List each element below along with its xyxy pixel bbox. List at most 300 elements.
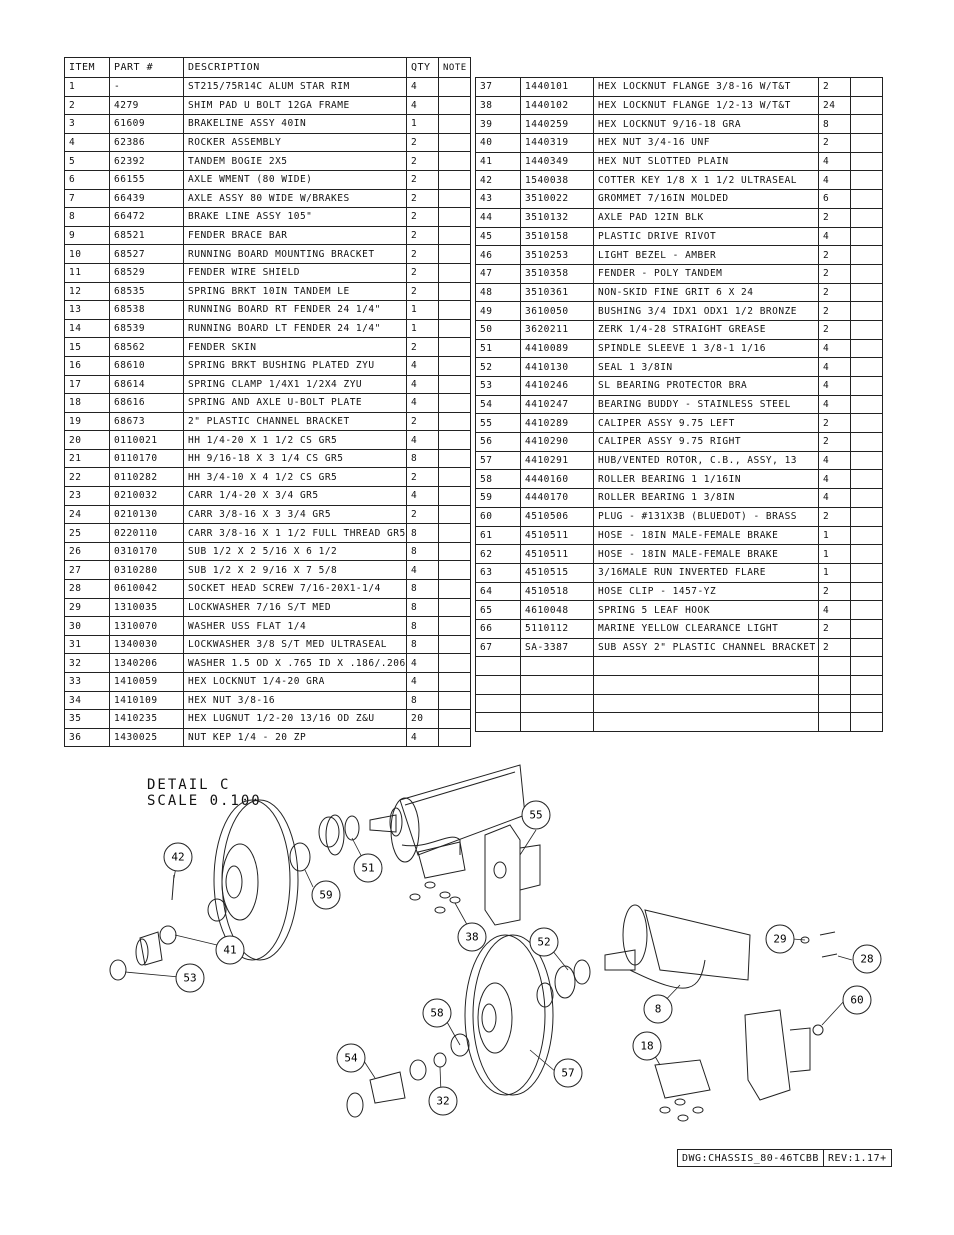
cell-part: 4510515 xyxy=(521,563,594,582)
cell-note xyxy=(851,96,883,115)
cell-qty: 2 xyxy=(407,226,439,245)
callout-58 xyxy=(423,999,451,1027)
table-row xyxy=(476,377,883,396)
table-row xyxy=(476,246,883,265)
cell-note xyxy=(851,152,883,171)
cell-note xyxy=(439,449,471,468)
cell-desc: SL BEARING PROTECTOR BRA xyxy=(594,377,819,396)
cell-desc: AXLE WMENT (80 WIDE) xyxy=(184,170,407,189)
cell-item: 40 xyxy=(476,134,521,153)
callout-label: 29 xyxy=(773,932,787,946)
table-row xyxy=(65,263,471,282)
cell-part: 0110282 xyxy=(110,468,184,487)
cell-note xyxy=(851,601,883,620)
table-row xyxy=(65,635,471,654)
cell-part: 4510511 xyxy=(521,526,594,545)
table-row xyxy=(65,524,471,543)
table-row xyxy=(476,414,883,433)
cell-note xyxy=(851,78,883,97)
cell-desc: WASHER 1.5 OD X .765 ID X .186/.206 xyxy=(184,654,407,673)
cell-desc: ST215/75R14C ALUM STAR RIM xyxy=(184,78,407,97)
table-row xyxy=(476,563,883,582)
cell-qty: 8 xyxy=(407,524,439,543)
cell-item: 42 xyxy=(476,171,521,190)
cell-item: 59 xyxy=(476,489,521,508)
cell-item: 29 xyxy=(65,598,110,617)
cell-qty: 4 xyxy=(407,375,439,394)
table-row xyxy=(476,152,883,171)
cell-note xyxy=(851,395,883,414)
lower-hub-rotor xyxy=(347,935,590,1117)
cell-part: 66439 xyxy=(110,189,184,208)
callout-label: 32 xyxy=(436,1094,450,1108)
cell-desc: SPRING 5 LEAF HOOK xyxy=(594,601,819,620)
cell-desc: PLUG - #131X3B (BLUEDOT) - BRASS xyxy=(594,507,819,526)
cell-qty: 4 xyxy=(819,358,851,377)
cell-part xyxy=(521,713,594,732)
table-row xyxy=(65,580,471,599)
cell-desc: SPINDLE SLEEVE 1 3/8-1 1/16 xyxy=(594,339,819,358)
cell-desc: FENDER - POLY TANDEM xyxy=(594,264,819,283)
cell-item: 3 xyxy=(65,115,110,134)
cell-qty: 2 xyxy=(819,283,851,302)
cell-desc xyxy=(594,694,819,713)
cell-qty: 2 xyxy=(819,78,851,97)
cell-note xyxy=(439,468,471,487)
cell-qty: 8 xyxy=(819,115,851,134)
cell-qty: 4 xyxy=(819,470,851,489)
cell-item: 15 xyxy=(65,338,110,357)
cell-item: 22 xyxy=(65,468,110,487)
cell-desc: SEAL 1 3/8IN xyxy=(594,358,819,377)
cell-desc: HEX LOCKNUT FLANGE 1/2-13 W/T&T xyxy=(594,96,819,115)
cell-qty: 1 xyxy=(407,115,439,134)
table-row xyxy=(65,115,471,134)
cell-qty: 20 xyxy=(407,710,439,729)
cell-qty: 2 xyxy=(407,208,439,227)
cell-desc: LOCKWASHER 7/16 S/T MED xyxy=(184,598,407,617)
cell-item: 63 xyxy=(476,563,521,582)
cell-qty: 4 xyxy=(407,394,439,413)
cell-note xyxy=(851,507,883,526)
cell-desc: ZERK 1/4-28 STRAIGHT GREASE xyxy=(594,320,819,339)
cell-qty: 4 xyxy=(819,339,851,358)
header-item: ITEM xyxy=(65,58,110,78)
table-row xyxy=(65,282,471,301)
cell-part: 4440160 xyxy=(521,470,594,489)
cell-part: 1430025 xyxy=(110,728,184,747)
cell-qty: 4 xyxy=(819,601,851,620)
cell-desc: HEX NUT 3/8-16 xyxy=(184,691,407,710)
cell-note xyxy=(851,619,883,638)
cell-desc: ROLLER BEARING 1 1/16IN xyxy=(594,470,819,489)
callout-55 xyxy=(522,801,550,829)
cell-part: 66155 xyxy=(110,170,184,189)
cell-note xyxy=(439,542,471,561)
cell-part: 1440101 xyxy=(521,78,594,97)
cell-desc: 3/16MALE RUN INVERTED FLARE xyxy=(594,563,819,582)
cell-part: 68527 xyxy=(110,245,184,264)
cell-note xyxy=(439,375,471,394)
cell-qty: 8 xyxy=(407,617,439,636)
cell-desc: FENDER BRACE BAR xyxy=(184,226,407,245)
cell-desc: COTTER KEY 1/8 X 1 1/2 ULTRASEAL xyxy=(594,171,819,190)
table-row xyxy=(65,375,471,394)
callout-57 xyxy=(554,1059,582,1087)
cell-qty: 4 xyxy=(407,96,439,115)
callout-59 xyxy=(312,881,340,909)
cell-part: 4510506 xyxy=(521,507,594,526)
table-row xyxy=(65,170,471,189)
cell-desc: SPRING BRKT BUSHING PLATED ZYU xyxy=(184,356,407,375)
cell-desc: HOSE - 18IN MALE-FEMALE BRAKE xyxy=(594,545,819,564)
cell-item: 17 xyxy=(65,375,110,394)
cell-desc xyxy=(594,676,819,695)
cell-desc: WASHER USS FLAT 1/4 xyxy=(184,617,407,636)
cell-note xyxy=(851,713,883,732)
cell-qty: 4 xyxy=(407,673,439,692)
callout-label: 41 xyxy=(223,943,237,957)
cell-qty: 8 xyxy=(407,635,439,654)
cell-item: 58 xyxy=(476,470,521,489)
cell-desc: MARINE YELLOW CLEARANCE LIGHT xyxy=(594,619,819,638)
cell-part: 0110170 xyxy=(110,449,184,468)
cell-qty: 8 xyxy=(407,580,439,599)
cell-item: 16 xyxy=(65,356,110,375)
cell-qty: 1 xyxy=(407,319,439,338)
cell-item: 8 xyxy=(65,208,110,227)
table-row xyxy=(65,468,471,487)
cell-desc: HEX LOCKNUT 1/4-20 GRA xyxy=(184,673,407,692)
cell-desc: CARR 3/8-16 X 3 3/4 GR5 xyxy=(184,505,407,524)
cell-part: 1310070 xyxy=(110,617,184,636)
cell-note xyxy=(439,728,471,747)
cell-note xyxy=(851,283,883,302)
cell-qty: 4 xyxy=(819,395,851,414)
table-row xyxy=(476,171,883,190)
cell-part: - xyxy=(110,78,184,97)
cell-item: 55 xyxy=(476,414,521,433)
cell-item: 52 xyxy=(476,358,521,377)
drawing-number: DWG:CHASSIS_80-46TCBB xyxy=(677,1149,824,1167)
cell-item: 12 xyxy=(65,282,110,301)
cell-part: 3510132 xyxy=(521,208,594,227)
table-row xyxy=(65,691,471,710)
table-row xyxy=(65,431,471,450)
cell-desc: SPRING AND AXLE U-BOLT PLATE xyxy=(184,394,407,413)
callout-29 xyxy=(766,925,794,953)
cell-note xyxy=(439,710,471,729)
cell-note xyxy=(851,433,883,452)
cell-part: 4410246 xyxy=(521,377,594,396)
table-row xyxy=(476,526,883,545)
cell-item: 50 xyxy=(476,320,521,339)
cell-item: 31 xyxy=(65,635,110,654)
table-row xyxy=(476,339,883,358)
cell-part: 1340030 xyxy=(110,635,184,654)
callout-52 xyxy=(530,928,558,956)
cell-qty: 2 xyxy=(819,246,851,265)
cell-note xyxy=(439,635,471,654)
cell-qty: 2 xyxy=(407,245,439,264)
cell-note xyxy=(851,339,883,358)
header-note: NOTE xyxy=(439,58,471,78)
cell-part: 0310170 xyxy=(110,542,184,561)
callout-label: 18 xyxy=(640,1039,654,1053)
cell-item xyxy=(476,713,521,732)
cell-part: 4279 xyxy=(110,96,184,115)
cell-desc: TANDEM BOGIE 2X5 xyxy=(184,152,407,171)
cell-item: 61 xyxy=(476,526,521,545)
cell-item: 25 xyxy=(65,524,110,543)
table-row xyxy=(476,676,883,695)
cell-qty: 2 xyxy=(819,582,851,601)
cell-desc: 2" PLASTIC CHANNEL BRACKET xyxy=(184,412,407,431)
cell-note xyxy=(851,134,883,153)
cell-note xyxy=(439,245,471,264)
cell-note xyxy=(851,227,883,246)
cell-note xyxy=(439,561,471,580)
table-row xyxy=(65,561,471,580)
cell-qty: 1 xyxy=(819,563,851,582)
cell-item: 48 xyxy=(476,283,521,302)
cell-part: 1440319 xyxy=(521,134,594,153)
revision: REV:1.17+ xyxy=(824,1149,892,1167)
cell-part: 1410235 xyxy=(110,710,184,729)
header-part: PART # xyxy=(110,58,184,78)
cell-note xyxy=(439,319,471,338)
cell-qty: 6 xyxy=(819,190,851,209)
cell-item: 2 xyxy=(65,96,110,115)
cell-desc: HEX LUGNUT 1/2-20 13/16 OD Z&U xyxy=(184,710,407,729)
cell-qty: 8 xyxy=(407,449,439,468)
cell-part: 1410109 xyxy=(110,691,184,710)
cell-qty: 8 xyxy=(407,542,439,561)
cell-qty: 2 xyxy=(819,208,851,227)
cell-item: 62 xyxy=(476,545,521,564)
cell-part: 3620211 xyxy=(521,320,594,339)
callout-label: 42 xyxy=(171,850,185,864)
table-row xyxy=(65,505,471,524)
cell-item: 13 xyxy=(65,301,110,320)
cell-desc: HOSE CLIP - 1457-YZ xyxy=(594,582,819,601)
cell-item: 54 xyxy=(476,395,521,414)
cell-part: 4510511 xyxy=(521,545,594,564)
table-header-row xyxy=(65,58,471,78)
cell-item: 49 xyxy=(476,302,521,321)
table-row xyxy=(65,412,471,431)
cell-item: 32 xyxy=(65,654,110,673)
cell-qty: 2 xyxy=(407,189,439,208)
cell-item: 53 xyxy=(476,377,521,396)
table-row xyxy=(476,283,883,302)
callout-41 xyxy=(216,936,244,964)
cell-desc: AXLE ASSY 80 WIDE W/BRAKES xyxy=(184,189,407,208)
cell-item: 57 xyxy=(476,451,521,470)
callout-8 xyxy=(644,995,672,1023)
cell-part: 68539 xyxy=(110,319,184,338)
table-row xyxy=(65,226,471,245)
cell-part: 0210130 xyxy=(110,505,184,524)
cell-desc: BRAKE LINE ASSY 105" xyxy=(184,208,407,227)
cell-item: 19 xyxy=(65,412,110,431)
callout-51 xyxy=(354,854,382,882)
cell-desc: HUB/VENTED ROTOR, C.B., ASSY, 13 xyxy=(594,451,819,470)
table-row xyxy=(476,657,883,676)
cell-part: 68610 xyxy=(110,356,184,375)
cell-part: 3510253 xyxy=(521,246,594,265)
cell-qty: 8 xyxy=(407,691,439,710)
cell-item: 67 xyxy=(476,638,521,657)
cell-qty: 4 xyxy=(407,356,439,375)
cell-item: 7 xyxy=(65,189,110,208)
upper-axle-assembly xyxy=(370,765,543,925)
table-row xyxy=(476,208,883,227)
cell-note xyxy=(439,617,471,636)
cell-desc: RUNNING BOARD LT FENDER 24 1/4" xyxy=(184,319,407,338)
cell-desc: ROLLER BEARING 1 3/8IN xyxy=(594,489,819,508)
callout-32 xyxy=(429,1087,457,1115)
table-row xyxy=(476,619,883,638)
cell-qty: 4 xyxy=(819,227,851,246)
cell-note xyxy=(439,505,471,524)
cell-item xyxy=(476,676,521,695)
cell-part: 68538 xyxy=(110,301,184,320)
cell-part: SA-3387 xyxy=(521,638,594,657)
cell-desc: CALIPER ASSY 9.75 RIGHT xyxy=(594,433,819,452)
cell-note xyxy=(851,358,883,377)
callout-18 xyxy=(633,1032,661,1060)
cell-qty: 4 xyxy=(819,171,851,190)
table-row xyxy=(476,115,883,134)
cell-item: 65 xyxy=(476,601,521,620)
callout-label: 52 xyxy=(537,935,551,949)
cell-desc: CARR 1/4-20 X 3/4 GR5 xyxy=(184,487,407,506)
cell-qty: 2 xyxy=(407,282,439,301)
cell-desc xyxy=(594,713,819,732)
cell-desc: HEX NUT SLOTTED PLAIN xyxy=(594,152,819,171)
table-row xyxy=(476,545,883,564)
table-row xyxy=(65,152,471,171)
cell-note xyxy=(851,171,883,190)
cell-qty: 4 xyxy=(407,561,439,580)
cell-item: 26 xyxy=(65,542,110,561)
callout-label: 53 xyxy=(183,971,197,985)
callout-label: 58 xyxy=(430,1006,444,1020)
cell-desc: RUNNING BOARD MOUNTING BRACKET xyxy=(184,245,407,264)
cell-note xyxy=(439,170,471,189)
cell-desc: SOCKET HEAD SCREW 7/16-20X1-1/4 xyxy=(184,580,407,599)
cell-note xyxy=(851,320,883,339)
cell-note xyxy=(439,673,471,692)
cell-note xyxy=(439,356,471,375)
cell-note xyxy=(439,431,471,450)
table-row xyxy=(65,356,471,375)
cell-item: 46 xyxy=(476,246,521,265)
cell-note xyxy=(851,470,883,489)
cell-desc: GROMMET 7/16IN MOLDED xyxy=(594,190,819,209)
cell-part: 68614 xyxy=(110,375,184,394)
table-row xyxy=(65,338,471,357)
cell-item: 30 xyxy=(65,617,110,636)
cell-item: 6 xyxy=(65,170,110,189)
callout-label: 55 xyxy=(529,808,543,822)
callout-label: 28 xyxy=(860,952,874,966)
cell-item: 18 xyxy=(65,394,110,413)
cell-desc: CALIPER ASSY 9.75 LEFT xyxy=(594,414,819,433)
table-row xyxy=(476,451,883,470)
callout-label: 8 xyxy=(654,1002,662,1016)
cell-qty xyxy=(819,713,851,732)
table-row xyxy=(65,208,471,227)
callout-label: 60 xyxy=(850,993,864,1007)
cell-note xyxy=(439,133,471,152)
table-row xyxy=(65,96,471,115)
cell-note xyxy=(439,301,471,320)
cell-note xyxy=(439,263,471,282)
callout-label: 54 xyxy=(344,1051,358,1065)
table-row xyxy=(476,190,883,209)
cell-note xyxy=(851,545,883,564)
cell-note xyxy=(851,582,883,601)
cell-part: 68562 xyxy=(110,338,184,357)
table-row xyxy=(476,78,883,97)
cell-part: 4410089 xyxy=(521,339,594,358)
callout-42 xyxy=(164,843,192,871)
cell-qty: 4 xyxy=(819,451,851,470)
cell-qty: 4 xyxy=(407,654,439,673)
cell-desc: HEX LOCKNUT FLANGE 3/8-16 W/T&T xyxy=(594,78,819,97)
cell-part: 68521 xyxy=(110,226,184,245)
exploded-assembly-drawing xyxy=(100,760,900,1150)
cell-qty: 4 xyxy=(407,78,439,97)
cell-part xyxy=(521,657,594,676)
cell-desc: LIGHT BEZEL - AMBER xyxy=(594,246,819,265)
cell-desc: CARR 3/8-16 X 1 1/2 FULL THREAD GR5 xyxy=(184,524,407,543)
table-row xyxy=(476,358,883,377)
cell-desc: RUNNING BOARD RT FENDER 24 1/4" xyxy=(184,301,407,320)
cell-note xyxy=(439,338,471,357)
table-row xyxy=(476,601,883,620)
cell-part: 1540038 xyxy=(521,171,594,190)
cell-desc: HH 1/4-20 X 1 1/2 CS GR5 xyxy=(184,431,407,450)
cell-qty xyxy=(819,657,851,676)
callout-38 xyxy=(458,923,486,951)
table-row xyxy=(65,728,471,747)
table-row xyxy=(476,489,883,508)
cell-note xyxy=(439,487,471,506)
small-fasteners xyxy=(410,882,837,1121)
table-row xyxy=(476,433,883,452)
cell-qty: 4 xyxy=(819,152,851,171)
cell-desc: PLASTIC DRIVE RIVOT xyxy=(594,227,819,246)
cell-item: 14 xyxy=(65,319,110,338)
cell-qty: 4 xyxy=(407,728,439,747)
cell-note xyxy=(439,598,471,617)
cell-item: 1 xyxy=(65,78,110,97)
cell-item: 39 xyxy=(476,115,521,134)
cell-part: 61609 xyxy=(110,115,184,134)
cell-note xyxy=(439,412,471,431)
cell-qty: 2 xyxy=(407,133,439,152)
table-row xyxy=(476,713,883,732)
cell-item: 60 xyxy=(476,507,521,526)
cell-item: 23 xyxy=(65,487,110,506)
cell-qty: 2 xyxy=(819,507,851,526)
cell-qty: 4 xyxy=(407,431,439,450)
cell-item: 24 xyxy=(65,505,110,524)
table-row xyxy=(476,320,883,339)
